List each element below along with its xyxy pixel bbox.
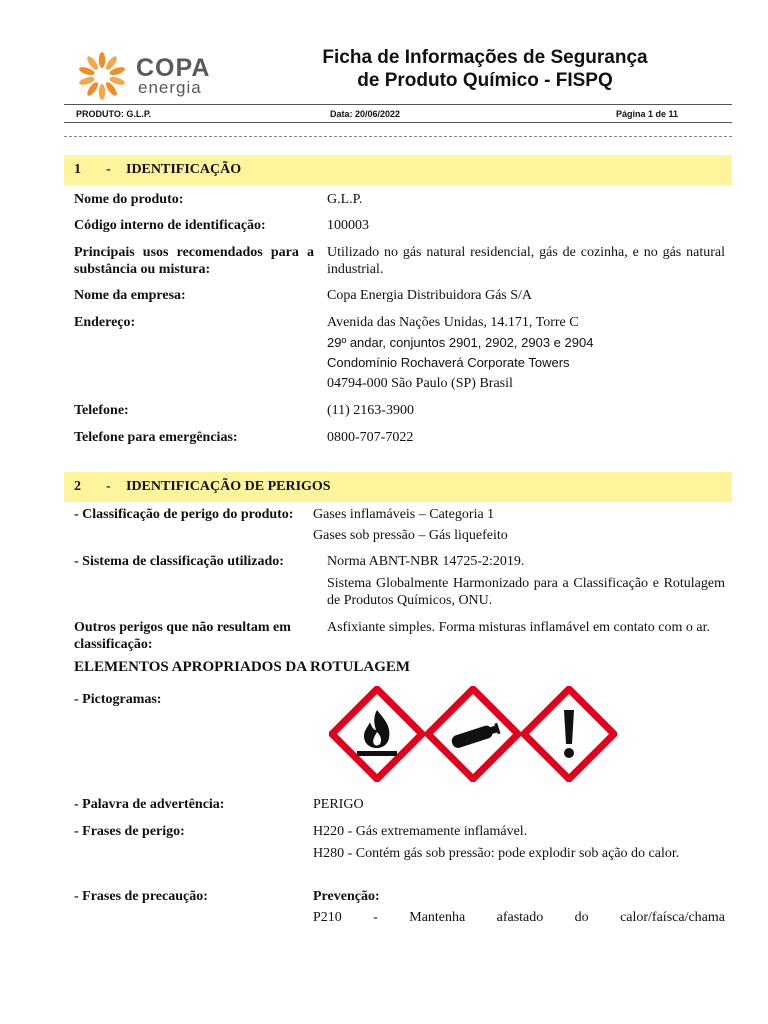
section-number: 2: [74, 479, 81, 494]
address-line-2: 29º andar, conjuntos 2901, 2902, 2903 e 2904: [327, 335, 594, 350]
p210-word: calor/faísca/chama: [620, 910, 725, 925]
gas-cylinder-icon: [425, 686, 521, 782]
phone-value: (11) 2163-3900: [327, 403, 414, 418]
section-dash: -: [106, 162, 111, 177]
system-line-2: Sistema Globalmente Harmonizado para a Classificação e Rotulagem de Produtos Químicos, ONU.: [327, 576, 725, 608]
p210-word: -: [373, 910, 378, 925]
address-label: Endereço:: [74, 315, 136, 330]
address-line-3: Condomínio Rochaverá Corporate Towers: [327, 355, 570, 370]
precaution-label: - Frases de precaução:: [74, 889, 208, 904]
address-line-1: Avenida das Nações Unidas, 14.171, Torre C: [327, 315, 579, 330]
header-dashed-rule: [64, 136, 732, 137]
section-dash: -: [106, 479, 111, 494]
page-number: Página 1 de 11: [616, 109, 679, 119]
emergency-phone-value: 0800-707-7022: [327, 430, 414, 445]
title-line-2: de Produto Químico - FISPQ: [357, 70, 613, 91]
uses-label: Principais usos recomendados para a substância ou mistura:: [74, 245, 314, 277]
header-meta-bar: [64, 107, 732, 121]
prevention-heading: Prevenção:: [313, 889, 380, 904]
logo-word-energia: energia: [138, 78, 202, 97]
labeling-heading: ELEMENTOS APROPRIADOS DA ROTULAGEM: [74, 659, 411, 675]
product-name-value: G.L.P.: [327, 192, 363, 207]
internal-code-label: Código interno de identificação:: [74, 218, 266, 233]
section-number: 1: [74, 162, 81, 177]
hazard-phrases-label: - Frases de perigo:: [74, 824, 185, 839]
exclamation-icon: [521, 686, 617, 782]
p210-word: Mantenha: [409, 910, 466, 925]
system-label: - Sistema de classificação utilizado:: [74, 554, 284, 569]
header-rule-top: [64, 104, 732, 105]
system-line-1: Norma ABNT-NBR 14725-2:2019.: [327, 554, 525, 569]
address-line-4: 04794-000 São Paulo (SP) Brasil: [327, 376, 513, 391]
phone-label: Telefone:: [74, 403, 129, 418]
company-value: Copa Energia Distribuidora Gás S/A: [327, 288, 533, 303]
other-hazards-label: Outros perigos que não resultam em classificação:: [74, 620, 291, 652]
precaution-p210: [313, 910, 725, 926]
p210-word: do: [574, 910, 589, 925]
logo-word-copa: COPA: [136, 54, 211, 82]
header-rule-bottom: [64, 122, 732, 123]
section-2-header: [64, 472, 732, 502]
flame-icon: [329, 686, 425, 782]
classification-line-1: Gases inflamáveis – Categoria 1: [313, 507, 495, 522]
title-line-1: Ficha de Informações de Segurança: [322, 47, 648, 68]
internal-code-value: 100003: [327, 218, 369, 233]
product-label: PRODUTO: G.L.P.: [76, 109, 152, 119]
section-title: IDENTIFICAÇÃO DE PERIGOS: [126, 479, 331, 494]
company-label: Nome da empresa:: [74, 288, 186, 303]
other-hazards-value: Asfixiante simples. Forma misturas inflamável em contato com o ar.: [327, 620, 710, 635]
classification-line-2: Gases sob pressão – Gás liquefeito: [313, 528, 508, 543]
section-1-header: [64, 155, 732, 185]
p210-word: P210: [313, 910, 342, 925]
hazard-phrase-h220: H220 - Gás extremamente inflamável.: [313, 824, 528, 839]
hazard-phrase-h280: H280 - Contém gás sob pressão: pode explodir sob ação do calor.: [313, 846, 680, 861]
uses-value: Utilizado no gás natural residencial, gás de cozinha, e no gás natural industrial.: [327, 245, 725, 277]
product-name-label: Nome do produto:: [74, 192, 184, 207]
date-label: Data: 20/06/2022: [330, 109, 401, 119]
p210-word: afastado: [496, 910, 544, 925]
signal-word-value: PERIGO: [313, 797, 364, 812]
company-logo: [76, 50, 236, 102]
pictograms-label: - Pictogramas:: [74, 692, 162, 707]
emergency-phone-label: Telefone para emergências:: [74, 430, 238, 445]
document-title: [250, 46, 720, 92]
classification-label: - Classificação de perigo do produto:: [74, 507, 294, 522]
section-title: IDENTIFICAÇÃO: [126, 162, 242, 177]
signal-word-label: - Palavra de advertência:: [74, 797, 225, 812]
